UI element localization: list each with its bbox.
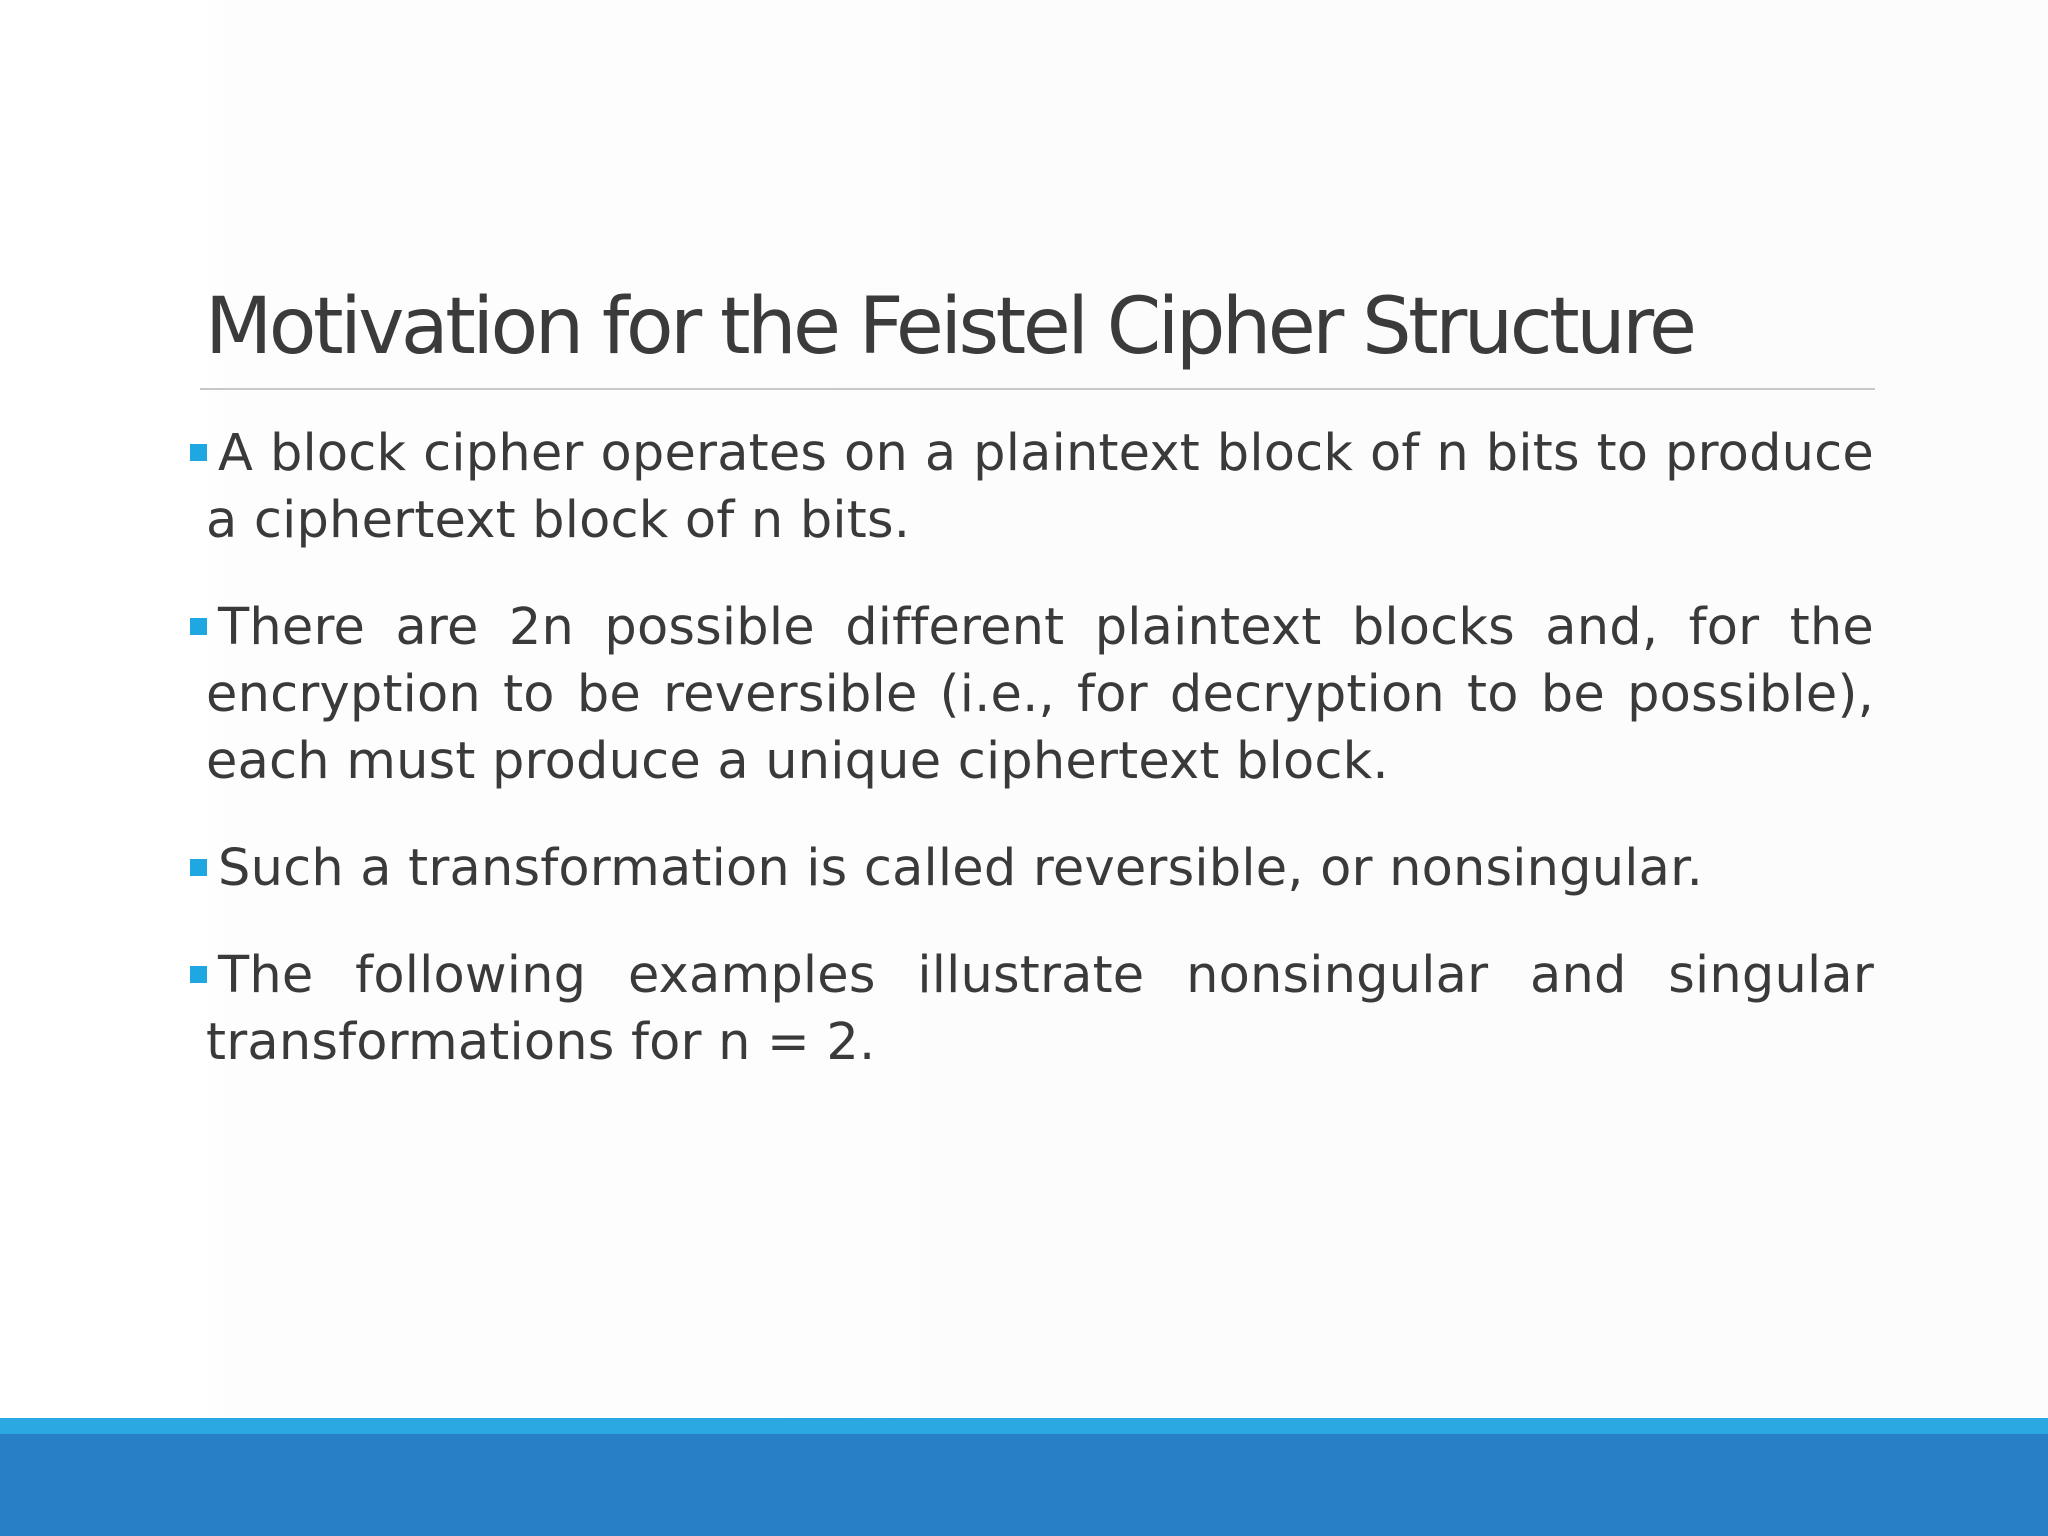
slide-title: Motivation for the Feistel Cipher Structure xyxy=(205,282,1694,372)
bullet-text: The following examples illustrate nonsingular and singular transformations for n = 2. xyxy=(206,946,1874,1072)
square-bullet-icon xyxy=(190,966,207,983)
bullet-item xyxy=(190,942,1874,1076)
bullet-item xyxy=(190,835,1874,902)
bullet-list xyxy=(190,420,1874,1076)
bullet-item xyxy=(190,420,1874,554)
bullet-text: Such a transformation is called reversible, or nonsingular. xyxy=(218,839,1703,898)
footer-band-dark xyxy=(0,1434,2048,1536)
bullet-text: There are 2n possible different plaintext blocks and, for the encryption to be reversible (i.e., for decryption to be possible), each must produce a unique ciphertext block. xyxy=(206,598,1874,791)
footer-band-light xyxy=(0,1418,2048,1434)
bullet-item xyxy=(190,594,1874,795)
square-bullet-icon xyxy=(190,444,207,461)
square-bullet-icon xyxy=(190,859,207,876)
title-divider xyxy=(200,388,1875,390)
bullet-text: A block cipher operates on a plaintext block of n bits to produce a ciphertext block of n bits. xyxy=(206,424,1874,550)
square-bullet-icon xyxy=(190,618,207,635)
